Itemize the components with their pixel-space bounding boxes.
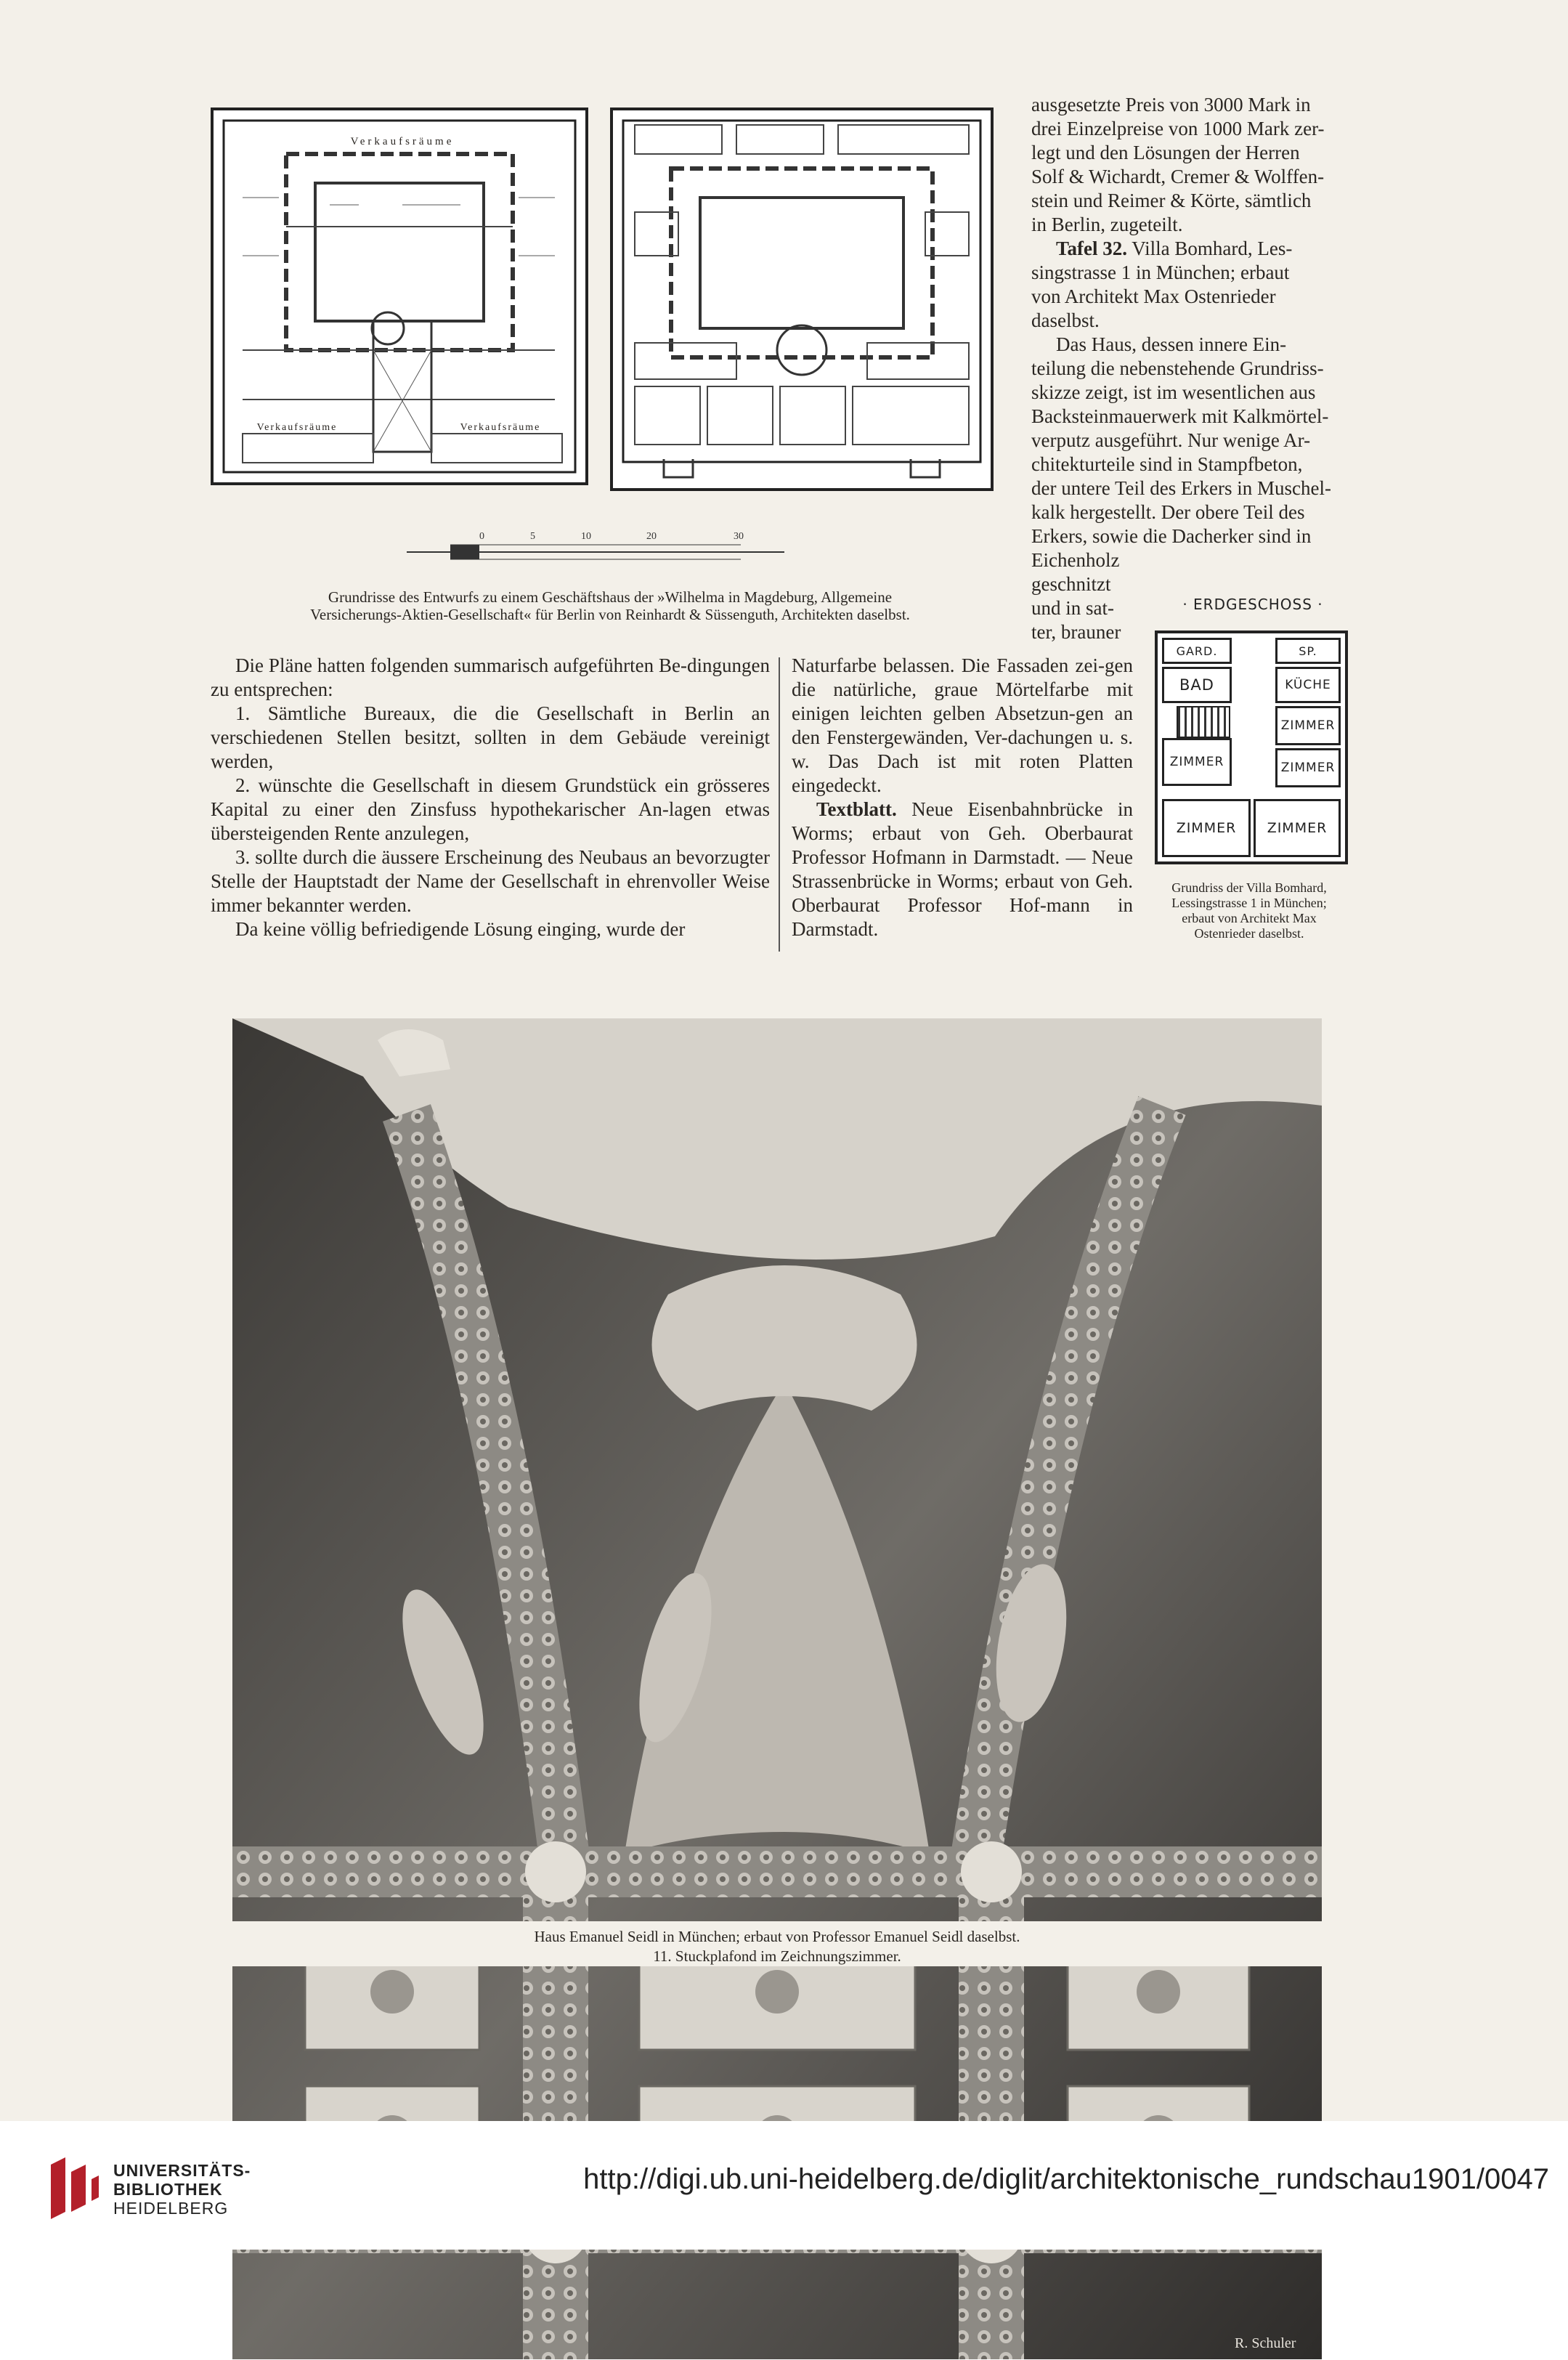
left-plan-label-bottom-b: Verkaufsräume <box>460 422 541 433</box>
floor-plan-right-drawing <box>613 110 991 488</box>
intro-line-2: drei Einzelpreise von 1000 Mark zer- <box>1031 118 1325 139</box>
intro-line-1: ausgesetzte Preis von 3000 Mark in <box>1031 94 1311 115</box>
villa-caption-line-4: Ostenrieder daselbst. <box>1194 926 1304 941</box>
top-right-column <box>1031 93 1360 644</box>
source-url-link[interactable]: http://digi.ub.uni-heidelberg.de/diglit/architektonische_rundschau1901/0047 <box>583 2163 1549 2195</box>
villa-plan-caption <box>1133 880 1365 941</box>
photo-caption-line-1: Haus Emanuel Seidl in München; erbaut von Professor Emanuel Seidl daselbst. <box>534 1928 1020 1945</box>
library-name-line-3: HEIDELBERG <box>113 2199 229 2218</box>
tafel-line-2: singstrasse 1 in München; erbaut <box>1031 261 1290 283</box>
villa-plan-title: · ERDGESCHOSS · <box>1182 596 1323 613</box>
villa-room-zimmer-3: ZIMMER <box>1275 748 1341 787</box>
villa-room-zimmer-4: ZIMMER <box>1162 799 1251 857</box>
tafel-line-13: Erkers, sowie die Dacherker sind in <box>1031 525 1312 547</box>
textblatt-heading: Textblatt. <box>816 798 897 820</box>
intro-line-3: legt und den Lösungen der Herren <box>1031 142 1300 163</box>
plan-caption <box>211 588 1010 623</box>
tafel-line-15: geschnitzt <box>1031 573 1111 595</box>
scale-tick-10: 10 <box>581 531 591 542</box>
tafel-line-8: Backsteinmauerwerk mit Kalkmörtel- <box>1031 405 1329 427</box>
plan-caption-line-1: Grundrisse des Entwurfs zu einem Geschäftshaus der »Wilhelma in Magdeburg, Allgemeine <box>328 588 893 606</box>
body-middle-column <box>792 654 1133 941</box>
middle-paragraph-1: Naturfarbe belassen. Die Fassaden zei-gen die natürliche, graue Mörtelfarbe mit einigen leichten gelben Absetzun-gen an den Fenstergewänden, Ver-dachungen u. s. w. Das Dach ist mit roten Platten eingedeckt. <box>792 654 1133 796</box>
villa-room-sp: SP. <box>1275 638 1341 664</box>
intro-line-6: in Berlin, zugeteilt. <box>1031 214 1183 235</box>
photo-caption <box>232 1921 1322 1966</box>
tafel-line-9: verputz ausgeführt. Nur wenige Ar- <box>1031 429 1311 451</box>
villa-room-bad: BAD <box>1162 667 1232 703</box>
tafel-line-1: Villa Bomhard, Les- <box>1132 238 1293 259</box>
villa-room-kueche: KÜCHE <box>1275 667 1341 703</box>
paragraph-1: Die Pläne hatten folgenden summarisch aufgeführten Be-dingungen zu entsprechen: <box>211 654 770 700</box>
body-left-column <box>211 654 770 941</box>
floor-plan-right <box>610 108 994 491</box>
textblatt-paragraph <box>792 798 1133 941</box>
paragraph-2: 1. Sämtliche Bureaux, die die Gesellschaft in Berlin an verschiedenen Stellen besitzt, sollten in dem Gebäude vereinigt werden, <box>211 702 770 772</box>
tafel-line-6: teilung die nebenstehende Grundriss- <box>1031 357 1324 379</box>
paragraph-4: 3. sollte durch die äussere Erscheinung des Neubaus an bevorzugter Stelle der Hauptstadt der Name der Gesellschaft in ehrenvoller Weise immer bekannter werden. <box>211 846 770 916</box>
tafel-line-11: der untere Teil des Erkers in Muschel- <box>1031 477 1331 499</box>
tafel-line-4: daselbst. <box>1031 309 1100 331</box>
plan-caption-line-2: Versicherungs-Aktien-Gesellschaft« für Berlin von Reinhardt & Süssenguth, Architekten daselbst. <box>310 606 910 623</box>
tafel-line-7: skizze zeigt, ist im wesentlichen aus <box>1031 381 1316 403</box>
intro-line-5: stein und Reimer & Körte, sämtlich <box>1031 190 1312 211</box>
villa-room-zimmer-5: ZIMMER <box>1254 799 1341 857</box>
floor-plan-left <box>211 108 588 485</box>
library-name-line-1: UNIVERSITÄTS- <box>113 2161 251 2180</box>
tafel-line-14: Eichenholz <box>1031 549 1120 571</box>
footer-bar <box>0 2121 1568 2250</box>
photo-signature: R. Schuler <box>1235 2335 1296 2351</box>
tafel-line-10: chitekturteile sind in Stampfbeton, <box>1031 453 1303 475</box>
scale-tick-20: 20 <box>646 531 657 542</box>
paragraph-3: 2. wünschte die Gesellschaft in diesem Grundstück ein grösseres Kapital zu einer den Zinsfuss hypothekarischer An-lagen etwas übersteigenden Rente anzulegen, <box>211 774 770 844</box>
villa-caption-line-2: Lessingstrasse 1 in München; <box>1171 896 1327 910</box>
column-divider <box>779 657 780 952</box>
paragraph-5: Da keine völlig befriedigende Lösung einging, wurde der <box>235 918 686 940</box>
tafel-first-line <box>1031 237 1360 261</box>
tafel-line-5: Das Haus, dessen innere Ein- <box>1056 333 1287 355</box>
tafel-line-17: ter, brauner <box>1031 621 1121 643</box>
scale-tick-0: 0 <box>479 531 484 542</box>
villa-room-zimmer-2: ZIMMER <box>1162 738 1232 786</box>
villa-room-gard: GARD. <box>1162 638 1232 664</box>
library-name <box>113 2161 251 2218</box>
scale-tick-30: 30 <box>734 531 744 542</box>
villa-room-zimmer-1: ZIMMER <box>1275 706 1341 745</box>
library-logo-icon <box>44 2154 102 2219</box>
left-plan-label-bottom-a: Verkaufsräume <box>256 422 338 433</box>
textblatt-text: Neue Eisenbahnbrücke in Worms; erbaut von Geh. Oberbaurat Professor Hofmann in Darmstadt. — Neue Strassenbrücke in Worms; erbaut von Geh. Oberbaurat Professor Hof-mann in Darmstadt. <box>792 798 1134 940</box>
intro-line-4: Solf & Wichardt, Cremer & Wolffen- <box>1031 166 1325 187</box>
villa-plan <box>1147 596 1358 872</box>
tafel-line-3: von Architekt Max Ostenrieder <box>1031 285 1276 307</box>
plan-scale-bar <box>407 523 799 574</box>
villa-staircase <box>1177 706 1230 738</box>
villa-caption-line-3: erbaut von Architekt Max <box>1182 911 1317 925</box>
tafel-line-12: kalk hergestellt. Der obere Teil des <box>1031 501 1305 523</box>
villa-caption-line-1: Grundriss der Villa Bomhard, <box>1171 880 1327 895</box>
scale-tick-5: 5 <box>530 531 535 542</box>
library-name-line-2: BIBLIOTHEK <box>113 2180 223 2199</box>
tafel-line-16: und in sat- <box>1031 597 1114 619</box>
tafel-heading: Tafel 32. <box>1056 238 1128 259</box>
left-plan-label-top: Verkaufsräume <box>350 136 455 147</box>
photo-caption-line-2: 11. Stuckplafond im Zeichnungszimmer. <box>653 1947 901 1965</box>
